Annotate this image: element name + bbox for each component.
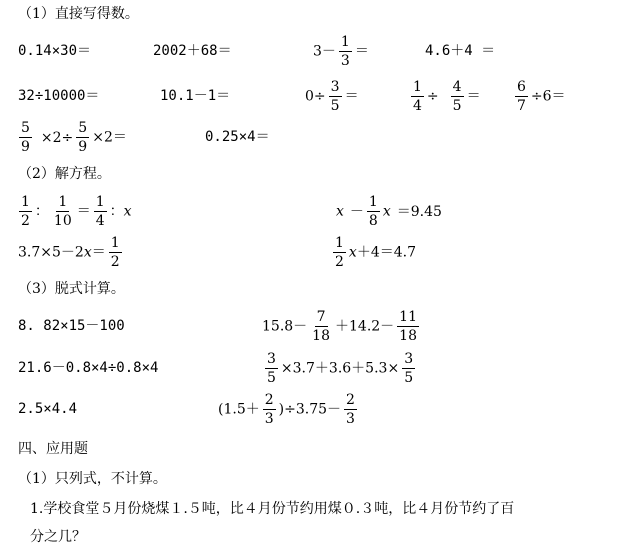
problem-1-7: 0÷ $\frac{3}{5}$ ＝ <box>305 79 359 114</box>
problem-1-4: 4.6＋4 ＝ <box>425 43 496 59</box>
calc-1: 8. 82×15－100 <box>18 318 125 334</box>
equation-3: 3.7×5－2x＝ $\frac{1}{2}$ <box>18 235 120 270</box>
section-3-title: （3）脱式计算。 <box>18 281 125 297</box>
section-4-subtitle: （1）只列式，不计算。 <box>18 471 167 487</box>
calc-5: 2.5×4.4 <box>18 401 78 417</box>
problem-1-5: 32÷10000＝ <box>18 88 100 104</box>
equation-1: $\frac{1}{2}$ ： $\frac{1}{10}$ ＝ $\frac{1}{4}$ ：x <box>21 194 132 229</box>
problem-1-6: 10.1－1＝ <box>160 88 231 104</box>
problem-1-2: 2002＋68＝ <box>153 43 232 59</box>
question-1-line-2: 分之几？ <box>30 529 86 545</box>
calc-2: 15.8－ $\frac{7}{18}$ ＋14.2－ $\frac{11}{18}$ <box>262 309 417 344</box>
section-4-title: 四、应用题 <box>18 441 88 457</box>
problem-1-1: 0.14×30＝ <box>18 43 92 59</box>
calc-6: (1.5＋ $\frac{2}{3}$ )÷3.75－ $\frac{2}{3}$ <box>218 392 355 427</box>
question-1-line-1: 1.学校食堂５月份烧煤１.５吨，比４月份节约用煤０.３吨，比４月份节约了百 <box>30 501 515 517</box>
problem-1-9: $\frac{6}{7}$ ÷6＝ <box>517 79 566 114</box>
calc-4: $\frac{3}{5}$ ×3.7＋3.6＋5.3× $\frac{3}{5}$ <box>267 351 414 386</box>
section-2-title: （2）解方程。 <box>18 166 111 182</box>
equation-4: $\frac{1}{2}$ x＋4＝4.7 <box>335 235 416 270</box>
section-1-title: （1）直接写得数。 <box>18 6 139 22</box>
problem-1-3: 3－ $\frac{1}{3}$ ＝ <box>313 34 369 69</box>
calc-3: 21.6－0.8×4÷0.8×4 <box>18 360 159 376</box>
problem-1-10: $\frac{5}{9}$ ×2÷ $\frac{5}{9}$ ×2＝ <box>21 120 127 155</box>
problem-1-11: 0.25×4＝ <box>205 129 270 145</box>
equation-2: x － $\frac{1}{8}$ x ＝9.45 <box>336 194 442 229</box>
problem-1-8: $\frac{1}{4}$ ÷ $\frac{4}{5}$ ＝ <box>413 79 481 114</box>
